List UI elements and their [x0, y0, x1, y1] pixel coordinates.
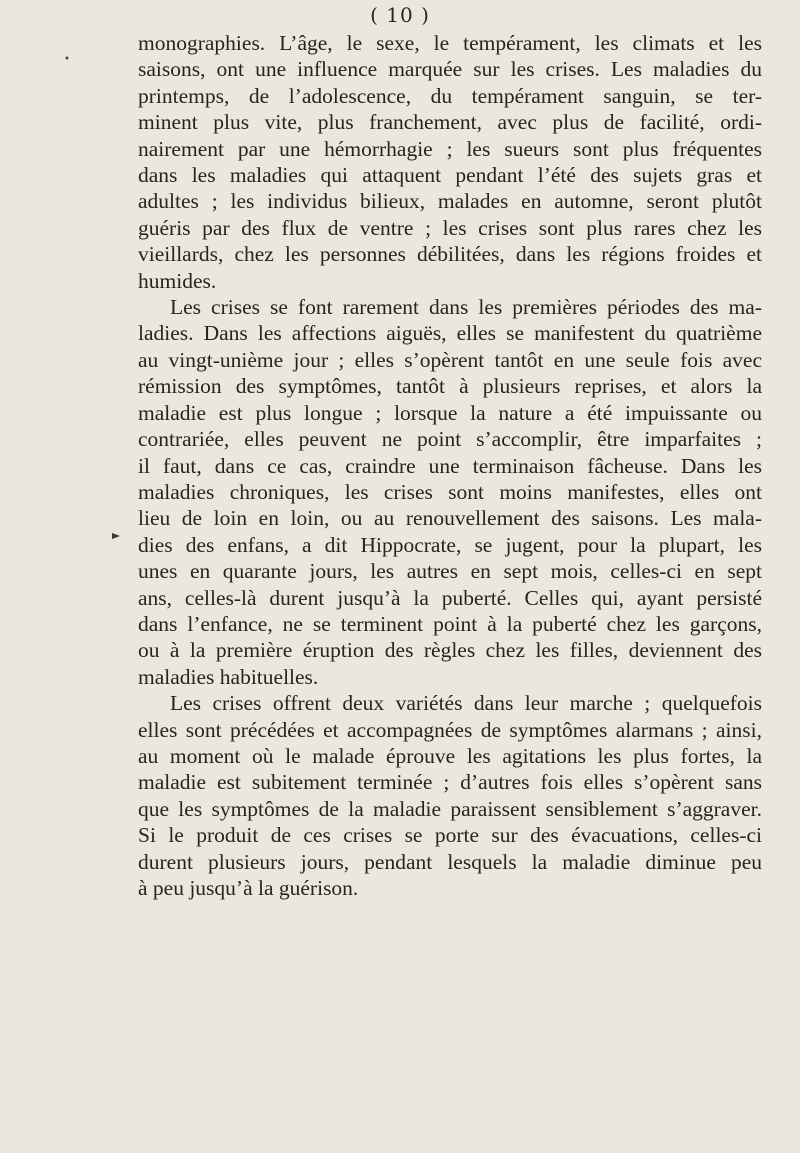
text-line: rémission des symptômes, tantôt à plusieurs reprises, et alors la [138, 374, 762, 399]
text-line: à peu jusqu’à la guérison. [138, 876, 359, 900]
text-line: adultes ; les individus bilieux, malades en automne, seront plutôt [138, 189, 762, 214]
text-line: unes en quarante jours, les autres en sept mois, celles-ci en sept [138, 559, 762, 584]
text-line: au moment où le malade éprouve les agitations les plus fortes, la [138, 743, 762, 768]
text-line: vieillards, chez les personnes débilitées, dans les régions froides et [138, 242, 762, 267]
paragraph-1 [138, 30, 762, 294]
text-line: ans, celles-là durent jusqu’à la puberté. Celles qui, ayant persisté [138, 585, 762, 610]
text-line: minent plus vite, plus franchement, avec plus de facilité, ordi- [138, 110, 762, 135]
margin-mark [112, 533, 120, 539]
text-line: dans l’enfance, ne se terminent point à la puberté chez les garçons, [138, 611, 762, 636]
page-number: ( 10 ) [370, 3, 430, 27]
ink-speck [66, 57, 69, 60]
text-line: ou à la première éruption des règles chez les filles, deviennent des [138, 638, 762, 663]
text-line: maladies chroniques, les crises sont moins manifestes, elles ont [138, 479, 762, 504]
text-line: guéris par des flux de ventre ; les crises sont plus rares chez les [138, 215, 762, 240]
text-line: printemps, de l’adolescence, du tempérament sanguin, se ter- [138, 83, 762, 108]
text-line: maladie est subitement terminée ; d’autres fois elles s’opèrent sans [138, 770, 762, 795]
text-line: que les symptômes de la maladie paraissent sensiblement s’aggraver. [138, 796, 762, 821]
text-line: dies des enfans, a dit Hippocrate, se jugent, pour la plupart, les [138, 532, 762, 557]
text-line: elles sont précédées et accompagnées de symptômes alarmans ; ainsi, [138, 717, 762, 742]
text-line: il faut, dans ce cas, craindre une terminaison fâcheuse. Dans les [138, 453, 762, 478]
text-line: lieu de loin en loin, ou au renouvellement des saisons. Les mala- [138, 506, 762, 531]
text-line: dans les maladies qui attaquent pendant l’été des sujets gras et [138, 163, 762, 188]
text-line: nairement par une hémorrhagie ; les sueurs sont plus fréquentes [138, 136, 762, 161]
text-line: maladie est plus longue ; lorsque la nature a été impuissante ou [138, 400, 762, 425]
text-line: humides. [138, 268, 217, 293]
text-line: au vingt-unième jour ; elles s’opèrent tantôt en une seule fois avec [138, 347, 762, 372]
text-line: Les crises se font rarement dans les premières périodes des ma- [170, 295, 762, 320]
paragraph-3 [138, 690, 762, 901]
text-line: contrariée, elles peuvent ne point s’accomplir, être imparfaites ; [138, 427, 762, 452]
paragraph-2 [138, 294, 762, 690]
text-line: ladies. Dans les affections aiguës, elles se manifestent du quatrième [138, 321, 762, 346]
text-line: saisons, ont une influence marquée sur les crises. Les maladies du [138, 57, 762, 82]
text-line: Si le produit de ces crises se porte sur des évacuations, celles-ci [138, 823, 762, 848]
text-line: Les crises offrent deux variétés dans leur marche ; quelquefois [170, 691, 762, 716]
text-line: monographies. L’âge, le sexe, le tempérament, les climats et les [138, 31, 762, 55]
text-line: durent plusieurs jours, pendant lesquels la maladie diminue peu [138, 849, 762, 874]
text-line: maladies habituelles. [138, 664, 319, 689]
body-text [138, 30, 762, 901]
